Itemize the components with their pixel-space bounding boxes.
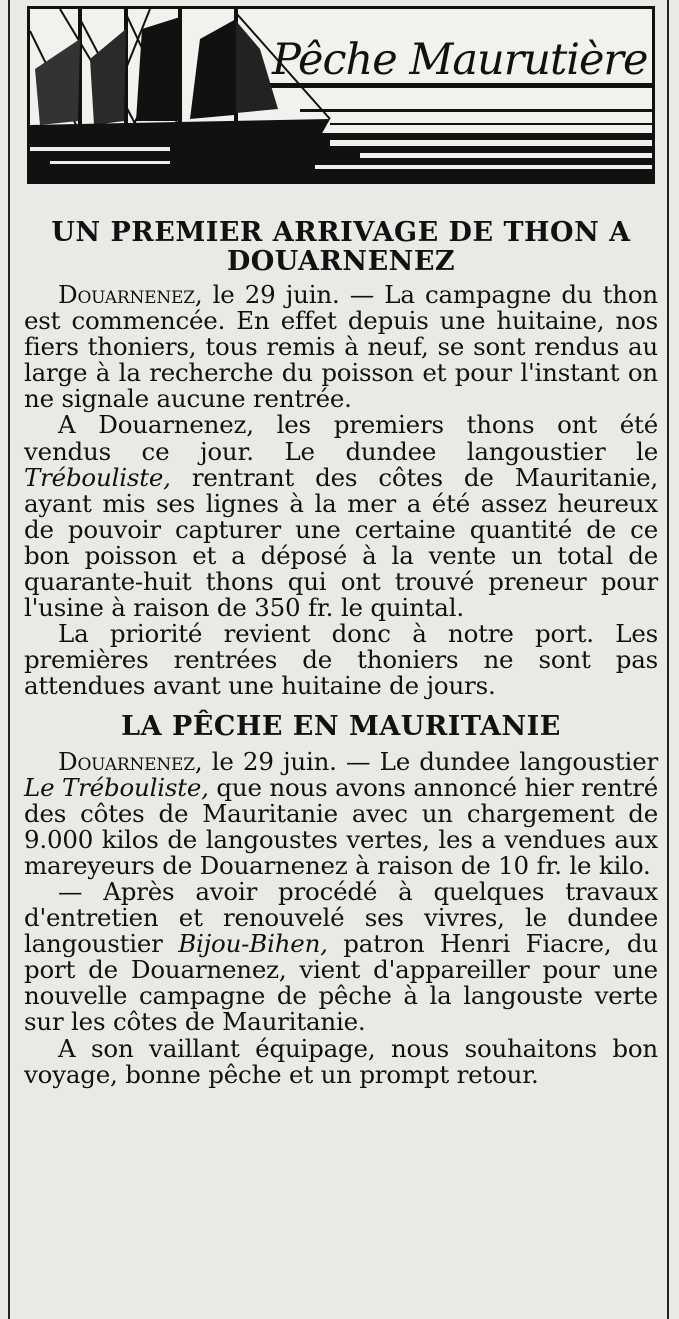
left-column-rule: [8, 0, 10, 1319]
article-paragraph: A son vaillant équipage, nous souhaitons bon voyage, bonne pêche et un prompt retour.: [24, 1033, 658, 1089]
paragraph-text: , le 29 juin. — Le dundee langoustier: [194, 746, 658, 776]
newspaper-column: [24, 6, 658, 1088]
article-paragraph: [24, 876, 658, 1037]
article-paragraph: [24, 282, 658, 412]
boat-name: Trébouliste,: [24, 462, 171, 492]
paragraph-text: A Douarnenez, les premiers thons ont été vendus ce jour. Le dundee langoustier le: [24, 410, 658, 466]
article-paragraph: La priorité revient donc à notre port. Les premières rentrées de thoniers ne sont pas attendues avant une huitaine de jours.: [24, 619, 658, 701]
banner-title: Pêche Maurutière: [272, 35, 648, 85]
paragraph-text: — Après avoir procédé à quelques travaux d'entretien et renouvelé ses vivres, le dundee langoustier: [24, 876, 658, 959]
paragraph-text: , le 29 juin. — La campagne du thon est commencée. En effet depuis une huitaine, nos fiers thoniers, tous remis à neuf, se sont rendus au large à la recherche du poisson et pour l'instant on ne signale aucune rentrée.: [24, 280, 658, 414]
section-banner: [27, 6, 655, 184]
article-paragraph: [24, 746, 659, 880]
article-body: [24, 746, 659, 1089]
paragraph-text: patron Henri Fiacre, du port de Douarnenez, vient d'appareiller pour une nouvelle campagne de pêche à la langouste verte sur les côtes de Mauritanie.: [24, 929, 658, 1037]
boat-name: Le Trébouliste,: [24, 772, 209, 802]
paragraph-text: rentrant des côtes de Mauritanie, ayant mis ses lignes à la mer a été assez heureux de pouvoir capturer une certaine quantité de ce bon poisson et a déposé à la vente un total de quarante-huit thons qui ont trouvé preneur pour l'usine à raison de 350 fr. le quintal.: [24, 462, 658, 623]
paragraph-text: que nous avons annoncé hier rentré des côtes de Mauritanie avec un chargement de 9.000 kilos de langoustes vertes, les a vendues aux mareyeurs de Douarnenez à raison de 10 fr. le kilo.: [24, 772, 659, 880]
article-headline: UN PREMIER ARRIVAGE DE THON A DOUARNENEZ: [51, 217, 631, 277]
article-headline: LA PÊCHE EN MAURITANIE: [121, 710, 561, 742]
boat-name: Bijou-Bihen,: [178, 929, 328, 959]
dateline-place: Douarnenez: [58, 746, 195, 776]
article-body: [24, 282, 658, 700]
article-paragraph: [24, 412, 658, 621]
right-column-rule: [667, 0, 669, 1319]
dateline-place: Douarnenez: [58, 280, 195, 309]
